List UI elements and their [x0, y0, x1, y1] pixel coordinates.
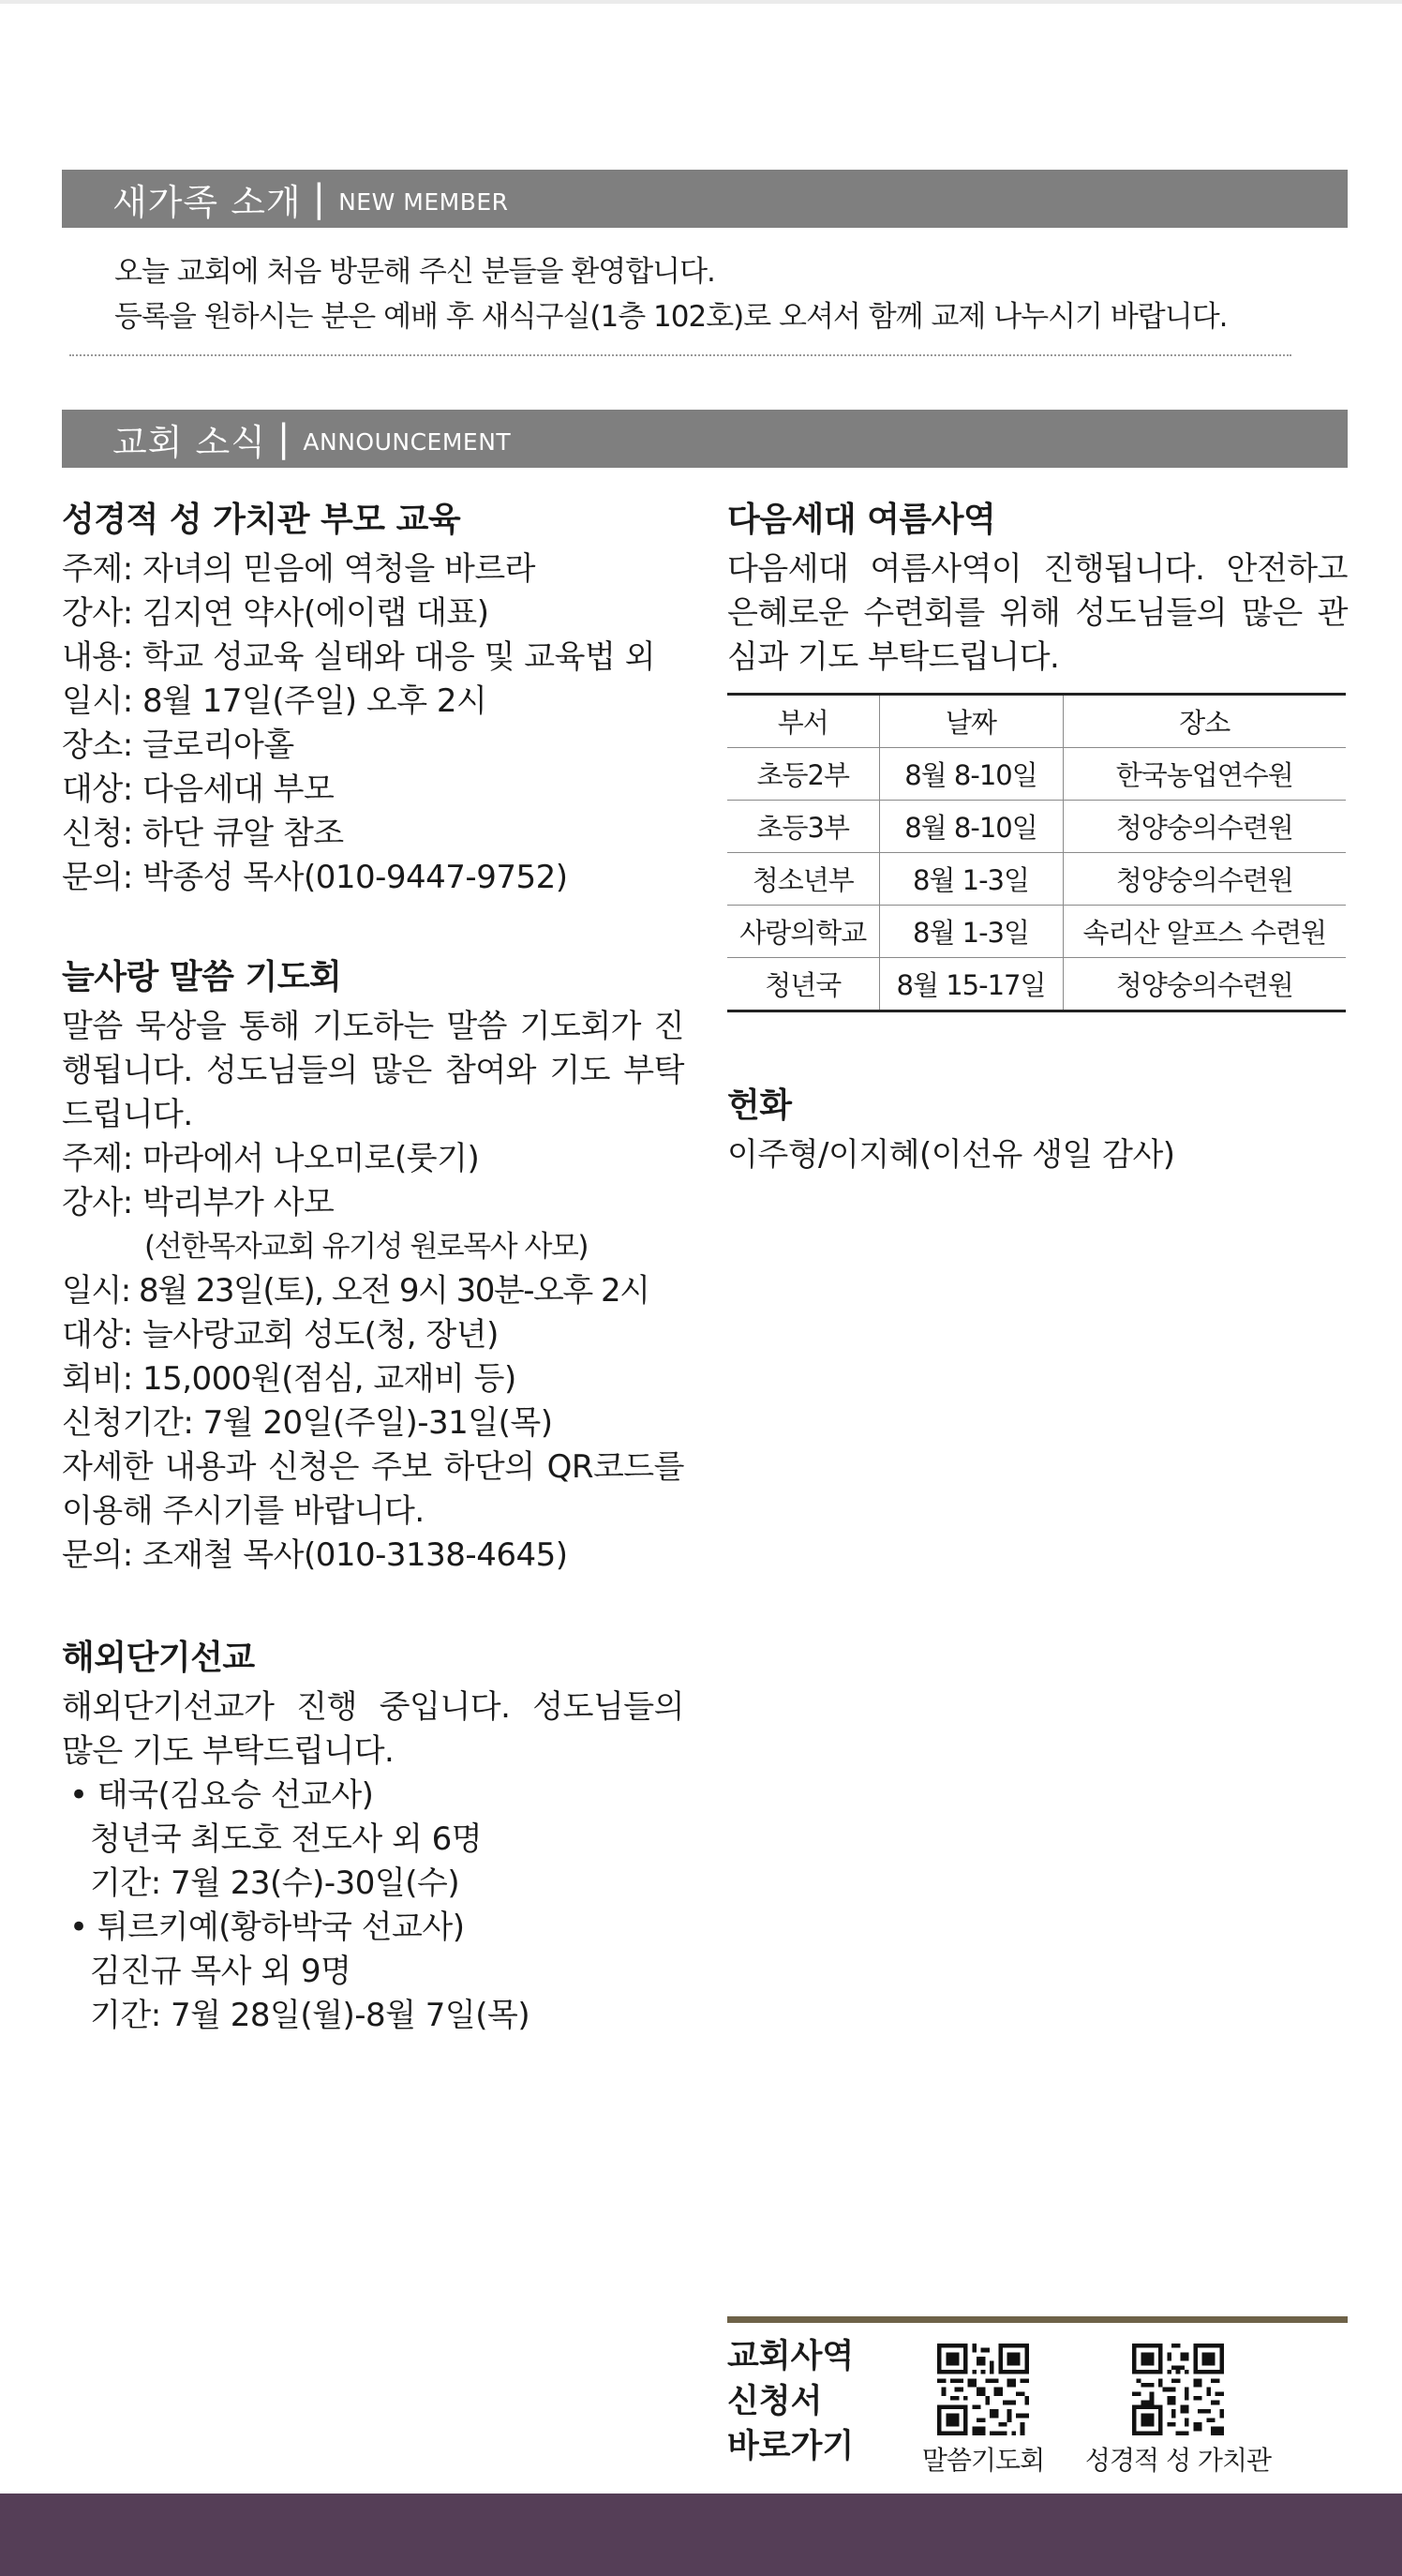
table-header-row: [727, 695, 1346, 748]
info-line: 주제: 마라에서 나오미로(룻기): [62, 1140, 480, 1177]
title-separator: |: [312, 177, 326, 220]
info-line: 내용: 학교 성교육 실태와 대응 및 교육법 외: [62, 638, 655, 676]
table-cell: 속리산 알프스 수련원: [1063, 906, 1346, 958]
table-cell: 청양숭의수련원: [1063, 958, 1346, 1011]
link-line: 교회사역: [727, 2338, 855, 2375]
qr-caption: 성경적 성 가치관: [1084, 2445, 1272, 2476]
table-row: [727, 853, 1346, 906]
announcement-title-en: ANNOUNCEMENT: [303, 427, 512, 456]
table-cell: 8월 8-10일: [879, 748, 1063, 801]
flower-offering-text: 이주형/이지혜(이선유 생일 감사): [727, 1136, 1175, 1174]
info-line: 강사: 김지연 약사(에이랩 대표): [62, 594, 489, 632]
qr-code-icon[interactable]: [937, 2344, 1029, 2435]
table-row: [727, 748, 1346, 801]
mission-period: 기간: 7월 28일(월)-8월 7일(목): [90, 1997, 530, 2034]
new-member-title: 새가족 소개: [112, 181, 302, 223]
info-line: 문의: 조재철 목사(010-3138-4645): [62, 1536, 568, 1574]
mission-period: 기간: 7월 23(수)-30일(수): [90, 1865, 460, 1902]
info-line: 대상: 늘사랑교회 성도(청, 장년): [62, 1316, 499, 1354]
flower-offering-heading: 헌화: [727, 1086, 792, 1125]
title-separator: |: [276, 417, 291, 460]
table-row: [727, 958, 1346, 1011]
qr-code-icon[interactable]: [1132, 2344, 1224, 2435]
prayer-meeting-detail: 자세한 내용과 신청은 주보 하단의 QR코드를 이용해 주시기를 바랍니다.: [62, 1448, 684, 1530]
table-cell: 청년국: [727, 958, 879, 1011]
info-line: 대상: 다음세대 부모: [62, 771, 335, 808]
dotted-divider: [69, 354, 1291, 356]
overseas-mission-intro: 해외단기선교가 진행 중입니다. 성도님들의 많은 기도 부탁드립니다.: [62, 1688, 684, 1770]
info-line: 신청: 하단 큐알 참조: [62, 815, 344, 852]
column-header: 장소: [1063, 695, 1346, 748]
mission-team: • 태국(김요승 선교사): [69, 1776, 374, 1814]
column-header: 날짜: [879, 695, 1063, 748]
flower-offering-notice: [727, 1083, 1348, 1177]
welcome-line: 오늘 교회에 처음 방문해 주신 분들을 환영합니다.: [114, 255, 715, 289]
table-cell: 초등2부: [727, 748, 879, 801]
footer-rule: [727, 2316, 1348, 2323]
announcement-title: 교회 소식: [112, 421, 266, 463]
overseas-mission-heading: 해외단기선교: [62, 1639, 255, 1677]
summer-ministry-intro: 다음세대 여름사역이 진행됩니다. 안전하고 은혜로운 수련회를 위해 성도님들의 많은 관심과 기도 부탁드립니다.: [727, 550, 1348, 676]
info-line: 장소: 글로리아홀: [62, 726, 294, 764]
parent-education-heading: 성경적 성 가치관 부모 교육: [62, 501, 461, 539]
column-header: 부서: [727, 695, 879, 748]
mission-members: 김진규 목사 외 9명: [90, 1953, 351, 1990]
link-line: 바로가기: [727, 2428, 855, 2465]
info-line: 강사: 박리부가 사모: [62, 1184, 335, 1221]
qr-caption: 말씀기도회: [921, 2445, 1045, 2476]
overseas-mission-notice: [62, 1635, 684, 2038]
welcome-line: 등록을 원하시는 분은 예배 후 새식구실(1층 102호)로 오셔서 함께 교제 나누시기 바랍니다.: [114, 300, 1228, 334]
new-member-section-header: [62, 170, 1348, 228]
info-line: 신청기간: 7월 20일(주일)-31일(목): [62, 1404, 553, 1442]
mission-members: 청년국 최도호 전도사 외 6명: [90, 1820, 483, 1858]
info-line: 회비: 15,000원(점심, 교재비 등): [62, 1360, 516, 1398]
summer-ministry-notice: [727, 497, 1348, 1012]
table-cell: 8월 1-3일: [879, 906, 1063, 958]
summer-schedule-table: [727, 693, 1346, 1012]
table-row: [727, 801, 1346, 853]
table-cell: 8월 8-10일: [879, 801, 1063, 853]
info-line: 주제: 자녀의 믿음에 역청을 바르라: [62, 550, 536, 588]
parent-education-notice: [62, 497, 684, 900]
prayer-meeting-notice: [62, 954, 684, 1578]
table-cell: 사랑의학교: [727, 906, 879, 958]
summer-ministry-heading: 다음세대 여름사역: [727, 501, 996, 539]
table-cell: 청양숭의수련원: [1063, 853, 1346, 906]
prayer-meeting-intro: 말씀 묵상을 통해 기도하는 말씀 기도회가 진행됩니다. 성도님들의 많은 참여와 기도 부탁드립니다.: [62, 1008, 684, 1133]
link-line: 신청서: [727, 2383, 823, 2420]
table-row: [727, 906, 1346, 958]
mission-team: • 튀르키예(황하박국 선교사): [69, 1909, 465, 1946]
table-cell: 한국농업연수원: [1063, 748, 1346, 801]
bottom-band: [0, 2494, 1402, 2576]
info-line: 문의: 박종성 목사(010-9447-9752): [62, 859, 568, 896]
table-cell: 8월 15-17일: [879, 958, 1063, 1011]
top-border: [0, 0, 1402, 4]
table-cell: 청소년부: [727, 853, 879, 906]
announcement-section-header: [62, 410, 1348, 468]
table-cell: 8월 1-3일: [879, 853, 1063, 906]
new-member-title-en: NEW MEMBER: [338, 187, 509, 216]
info-line: 일시: 8월 17일(주일) 오후 2시: [62, 682, 487, 720]
ministry-application-link[interactable]: [727, 2334, 854, 2469]
table-cell: 초등3부: [727, 801, 879, 853]
info-line: 일시: 8월 23일(토), 오전 9시 30분-오후 2시: [62, 1272, 649, 1310]
speaker-note: (선한목자교회 유기성 원로목사 사모): [144, 1230, 588, 1264]
new-member-welcome: [114, 249, 1228, 339]
prayer-meeting-heading: 늘사랑 말씀 기도회: [62, 958, 342, 996]
table-cell: 청양숭의수련원: [1063, 801, 1346, 853]
